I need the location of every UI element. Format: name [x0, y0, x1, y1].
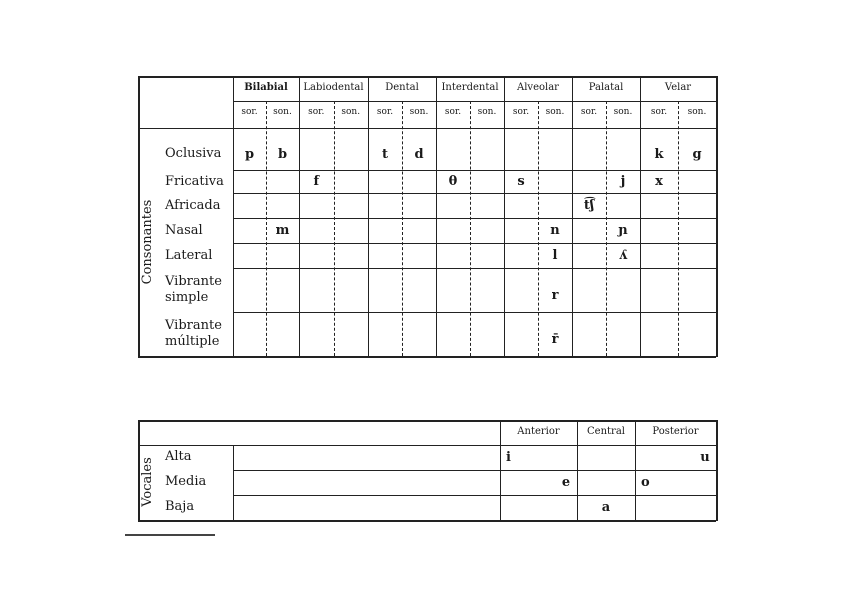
vowel-symbol: a — [601, 500, 611, 515]
voicing-header: sor. — [580, 107, 598, 117]
manner-label-line: Oclusiva — [165, 146, 222, 161]
phoneme-symbol: x — [655, 173, 663, 189]
voicing-header: sor. — [376, 107, 394, 117]
vowel-label-divider — [233, 445, 234, 520]
voicing-header: son. — [613, 107, 633, 117]
phoneme-symbol: θ — [448, 173, 458, 189]
vowel-height-label: Baja — [165, 499, 195, 514]
vowel-column-header: Anterior — [517, 426, 560, 437]
voicing-header: sor. — [512, 107, 530, 117]
place-header: Interdental — [441, 82, 499, 93]
manner-label-line: Lateral — [165, 247, 213, 263]
voicing-header: sor. — [650, 107, 668, 117]
place-header: Labiodental — [303, 82, 364, 93]
phoneme-symbol: j — [620, 173, 626, 189]
phoneme-symbol: ɲ — [618, 222, 628, 238]
phoneme-symbol: d — [414, 147, 424, 162]
vowel-header-divider — [138, 445, 716, 446]
vowels-side-label: Vocales — [140, 457, 155, 507]
vowel-column-header: Central — [587, 426, 625, 437]
voicing-header: son. — [409, 107, 429, 117]
phoneme-symbol: b — [277, 147, 288, 162]
phoneme-symbol: g — [692, 147, 702, 162]
footer-rule — [125, 534, 215, 536]
manner-label-line: múltiple — [165, 334, 220, 349]
manner-label-line: Africada — [165, 197, 221, 213]
phoneme-symbol: p — [244, 147, 255, 162]
phoneme-symbol: r — [551, 288, 559, 303]
vowel-symbol: e — [561, 475, 571, 490]
voicing-header: sor. — [444, 107, 462, 117]
phoneme-symbol: l — [552, 247, 558, 263]
vowel-border-top — [138, 420, 716, 422]
phoneme-symbol: r̄ — [551, 332, 559, 347]
place-header: Dental — [385, 82, 419, 93]
vowel-border-bottom — [138, 520, 716, 522]
manner-label-line: Nasal — [165, 222, 203, 238]
voicing-header: son. — [341, 107, 361, 117]
manner-label-line: simple — [165, 290, 209, 305]
place-header: Palatal — [588, 82, 624, 93]
vowel-symbol: u — [700, 450, 710, 465]
voicing-header: son. — [477, 107, 497, 117]
vowel-border-right — [716, 420, 718, 521]
voicing-header: sor. — [308, 107, 325, 117]
consonants-side-label: Consonantes — [140, 199, 155, 285]
place-header: Velar — [664, 82, 692, 93]
phoneme-symbol: n — [550, 222, 560, 238]
voicing-header: son. — [687, 107, 707, 117]
phoneme-symbol: ʎ — [618, 247, 628, 263]
vowel-height-label: Media — [165, 474, 207, 489]
vowel-row-divider — [233, 470, 716, 471]
vowel-row-divider — [233, 495, 716, 496]
manner-label-line: Fricativa — [165, 173, 224, 189]
place-header: Alveolar — [517, 82, 559, 93]
place-header: Bilabial — [244, 82, 288, 93]
vowel-column-header: Posterior — [652, 426, 699, 437]
phoneme-symbol: m — [275, 222, 290, 238]
voicing-header: son. — [273, 107, 292, 117]
voicing-header: son. — [545, 107, 565, 117]
manner-label-line: Vibrante — [165, 274, 222, 289]
phoneme-symbol: k — [654, 147, 664, 162]
phoneme-symbol: s — [517, 173, 525, 189]
vowel-height-label: Alta — [165, 449, 192, 464]
vowel-symbol: o — [641, 475, 650, 490]
phoneme-symbol: t — [381, 147, 388, 162]
phoneme-symbol: t͡ʃ — [583, 197, 595, 213]
voicing-header: sor. — [241, 107, 258, 117]
manner-label-line: Vibrante — [165, 318, 222, 333]
phoneme-symbol: f — [313, 173, 320, 189]
vowel-symbol: i — [506, 450, 511, 465]
